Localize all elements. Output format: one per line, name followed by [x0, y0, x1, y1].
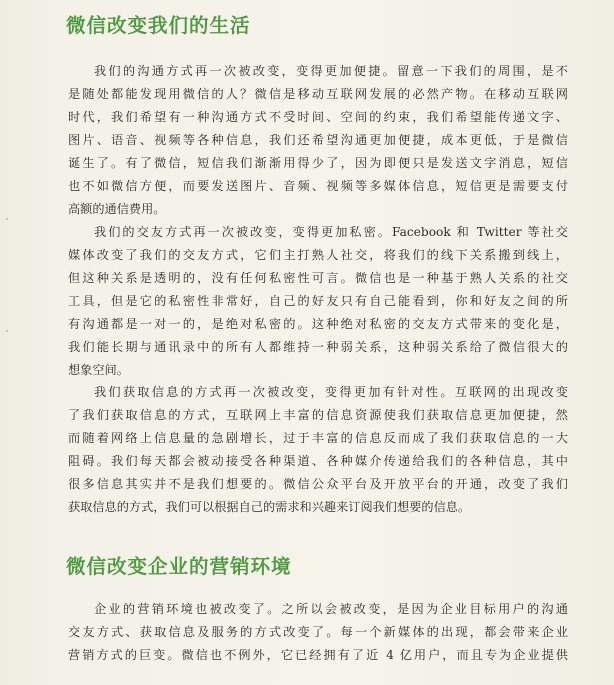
text-line: 时代，我们希望有一种沟通方式不受时间、空间的约束，我们希望能传递文字、: [68, 110, 568, 124]
text-line: 了我们获取信息的方式，互联网上丰富的信息资源使我们获取信息更加便捷，然: [68, 408, 568, 422]
text-line: 企业的营销环境也被改变了。之所以会被改变，是因为企业目标用户的沟通: [94, 602, 568, 616]
text-line: 获取信息的方式，我们可以根据自己的需求和兴趣来订阅我们想要的信息。: [68, 500, 471, 514]
margin-dot: [6, 218, 8, 220]
text-line: 想象空间。: [68, 363, 129, 377]
section-title-1: 微信改变我们的生活: [66, 14, 251, 37]
text-line: 诞生了。有了微信，短信我们渐渐用得少了，因为即便只是发送文字消息，短信: [68, 156, 568, 170]
text-line: 营销方式的巨变。微信也不例外，它已经拥有了近 4 亿用户，而且专为企业提供: [68, 648, 568, 662]
text-line: 也不如微信方便，而要发送图片、音频、视频等多媒体信息，短信更是需要支付: [68, 179, 568, 193]
text-line: 我们的交友方式再一次被改变，变得更加私密。Facebook 和 Twitter 等社交: [94, 225, 568, 239]
text-line: 图片、语音、视频等各种信息，我们还希望沟通更加便捷，成本更低，于是微信: [68, 133, 568, 147]
text-line: 是随处都能发现用微信的人？微信是移动互联网发展的必然产物。在移动互联网: [68, 87, 568, 101]
text-line: 工具，但是它的私密性非常好，自己的好友只有自己能看到，你和好友之间的所: [68, 294, 568, 308]
text-line: 媒体改变了我们的交友方式，它们主打熟人社交，将我们的线下关系搬到线上，: [68, 248, 568, 262]
text-line: 我们获取信息的方式再一次被改变，变得更加有针对性。互联网的出现改变: [94, 385, 568, 399]
text-line: 我们的沟通方式再一次被改变，变得更加便捷。留意一下我们的周围，是不: [94, 64, 568, 78]
text-line: 阻碍。我们每天都会被动接受各种渠道、各种媒介传递给我们的各种信息，其中: [68, 454, 568, 468]
text-line: 有沟通都是一对一的，是绝对私密的。这种绝对私密的交友方式带来的变化是，: [68, 317, 568, 331]
text-line: 而随着网络上信息量的急剧增长，过于丰富的信息反而成了我们获取信息的一大: [68, 431, 568, 445]
text-line: 我们能长期与通讯录中的所有人都维持一种弱关系，这种弱关系给了微信很大的: [68, 340, 568, 354]
text-line: 很多信息其实并不是我们想要的。微信公众平台及开放平台的开通，改变了我们: [68, 477, 568, 491]
text-line: 交友方式、获取信息及服务的方式改变了。每一个新媒体的出现，都会带来企业: [68, 625, 568, 639]
text-line: 但这种关系是透明的，没有任何私密性可言。微信也是一种基于熟人关系的社交: [68, 271, 568, 285]
margin-dot: [6, 330, 8, 332]
section-title-2: 微信改变企业的营销环境: [66, 555, 292, 578]
text-line: 高额的通信费用。: [68, 202, 166, 216]
